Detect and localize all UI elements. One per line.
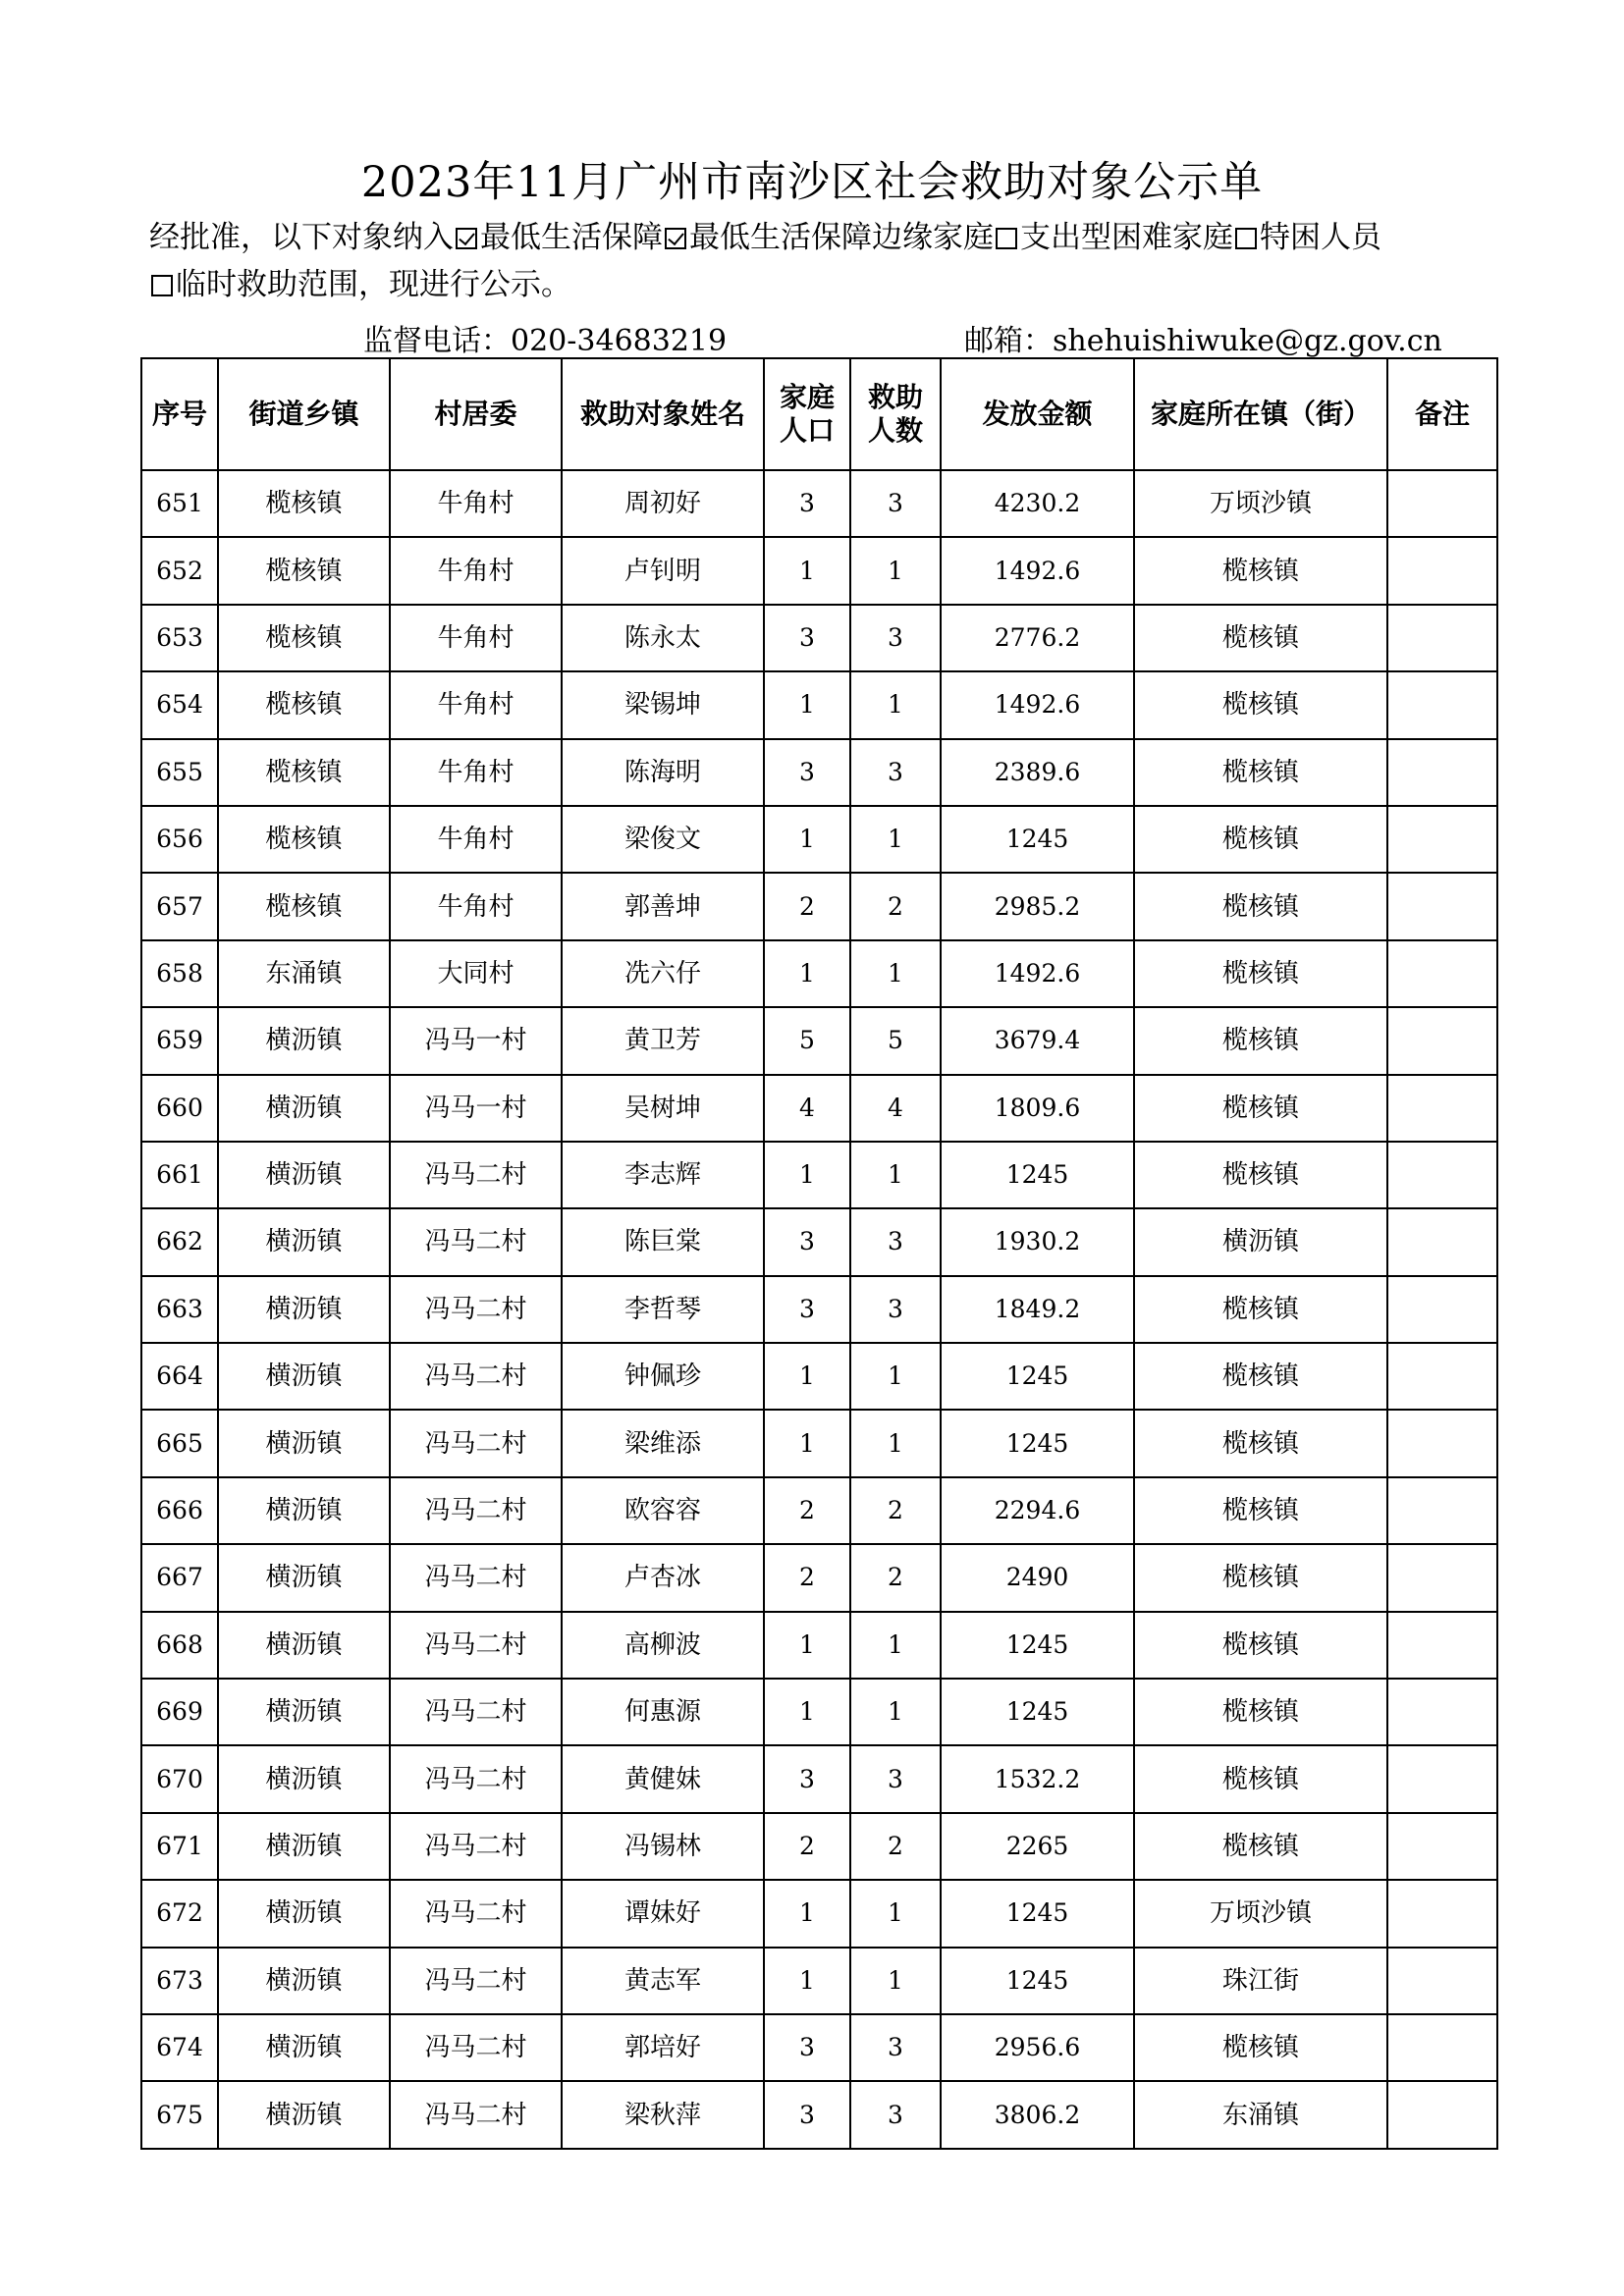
cell-aided-count: 2: [850, 1813, 941, 1880]
cell-remarks: [1387, 1880, 1497, 1947]
cell-amount: 2956.6: [941, 2014, 1134, 2081]
cell-remarks: [1387, 1544, 1497, 1611]
cell-remarks: [1387, 1142, 1497, 1208]
cell-remarks: [1387, 1813, 1497, 1880]
header-index: 序号: [141, 358, 218, 470]
cell-household-size: 1: [764, 940, 850, 1007]
cell-household-size: 1: [764, 1410, 850, 1476]
cell-index: 651: [141, 470, 218, 537]
cell-recipient-name: 冼六仔: [562, 940, 764, 1007]
cell-remarks: [1387, 806, 1497, 873]
category-label: 最低生活保障边缘家庭: [689, 220, 994, 255]
cell-amount: 2776.2: [941, 605, 1134, 671]
cell-home-town: 榄核镇: [1134, 806, 1387, 873]
cell-amount: 1245: [941, 1880, 1134, 1947]
cell-recipient-name: 钟佩珍: [562, 1343, 764, 1410]
cell-home-town: 榄核镇: [1134, 873, 1387, 939]
cell-amount: 1245: [941, 806, 1134, 873]
cell-aided-count: 3: [850, 739, 941, 806]
cell-amount: 3806.2: [941, 2081, 1134, 2148]
category-label: 最低生活保障: [480, 220, 663, 255]
cell-village: 冯马一村: [390, 1075, 562, 1142]
checkbox-icon: [996, 228, 1017, 249]
table-row: [141, 1679, 1497, 1745]
cell-index: 656: [141, 806, 218, 873]
cell-amount: 3679.4: [941, 1007, 1134, 1074]
cell-amount: 1245: [941, 1410, 1134, 1476]
cell-index: 654: [141, 671, 218, 738]
cell-recipient-name: 陈永太: [562, 605, 764, 671]
cell-subdistrict: 东涌镇: [218, 940, 390, 1007]
cell-household-size: 1: [764, 806, 850, 873]
cell-recipient-name: 李哲琴: [562, 1276, 764, 1343]
cell-household-size: 1: [764, 671, 850, 738]
cell-recipient-name: 陈巨棠: [562, 1208, 764, 1275]
cell-aided-count: 3: [850, 1276, 941, 1343]
cell-recipient-name: 黄健妹: [562, 1745, 764, 1812]
cell-aided-count: 3: [850, 2081, 941, 2148]
cell-remarks: [1387, 1410, 1497, 1476]
cell-remarks: [1387, 873, 1497, 939]
cell-aided-count: 3: [850, 1208, 941, 1275]
cell-subdistrict: 横沥镇: [218, 1343, 390, 1410]
cell-household-size: 2: [764, 1544, 850, 1611]
cell-subdistrict: 横沥镇: [218, 1007, 390, 1074]
cell-amount: 1849.2: [941, 1276, 1134, 1343]
cell-recipient-name: 卢杏冰: [562, 1544, 764, 1611]
cell-index: 671: [141, 1813, 218, 1880]
cell-aided-count: 1: [850, 537, 941, 604]
cell-index: 673: [141, 1948, 218, 2014]
intro-paragraph: [149, 214, 1504, 308]
cell-home-town: 榄核镇: [1134, 671, 1387, 738]
cell-index: 662: [141, 1208, 218, 1275]
cell-remarks: [1387, 1276, 1497, 1343]
cell-subdistrict: 横沥镇: [218, 1745, 390, 1812]
cell-amount: 1492.6: [941, 671, 1134, 738]
header-recipient-name: 救助对象姓名: [562, 358, 764, 470]
header-aided-count: 救助人数: [850, 358, 941, 470]
cell-village: 牛角村: [390, 605, 562, 671]
cell-home-town: 横沥镇: [1134, 1208, 1387, 1275]
cell-household-size: 3: [764, 2081, 850, 2148]
cell-home-town: 榄核镇: [1134, 1745, 1387, 1812]
cell-amount: 1245: [941, 1612, 1134, 1679]
cell-household-size: 1: [764, 1679, 850, 1745]
cell-subdistrict: 横沥镇: [218, 1544, 390, 1611]
cell-village: 牛角村: [390, 671, 562, 738]
cell-index: 657: [141, 873, 218, 939]
table-row: [141, 671, 1497, 738]
cell-index: 667: [141, 1544, 218, 1611]
cell-recipient-name: 谭妹好: [562, 1880, 764, 1947]
cell-remarks: [1387, 1679, 1497, 1745]
cell-household-size: 3: [764, 2014, 850, 2081]
cell-recipient-name: 梁俊文: [562, 806, 764, 873]
table-row: [141, 806, 1497, 873]
cell-aided-count: 3: [850, 2014, 941, 2081]
cell-aided-count: 1: [850, 806, 941, 873]
table-row: [141, 1813, 1497, 1880]
cell-recipient-name: 陈海明: [562, 739, 764, 806]
cell-household-size: 4: [764, 1075, 850, 1142]
cell-aided-count: 2: [850, 873, 941, 939]
cell-index: 659: [141, 1007, 218, 1074]
cell-household-size: 3: [764, 1745, 850, 1812]
cell-aided-count: 3: [850, 470, 941, 537]
cell-index: 655: [141, 739, 218, 806]
cell-village: 牛角村: [390, 873, 562, 939]
cell-subdistrict: 横沥镇: [218, 1276, 390, 1343]
cell-subdistrict: 横沥镇: [218, 2014, 390, 2081]
table-row: [141, 1007, 1497, 1074]
cell-recipient-name: 高柳波: [562, 1612, 764, 1679]
cell-village: 牛角村: [390, 537, 562, 604]
cell-amount: 2389.6: [941, 739, 1134, 806]
cell-village: 冯马二村: [390, 1948, 562, 2014]
table-row: [141, 1075, 1497, 1142]
cell-aided-count: 1: [850, 1880, 941, 1947]
cell-remarks: [1387, 537, 1497, 604]
cell-subdistrict: 横沥镇: [218, 1679, 390, 1745]
cell-home-town: 榄核镇: [1134, 940, 1387, 1007]
cell-amount: 2490: [941, 1544, 1134, 1611]
cell-home-town: 榄核镇: [1134, 1410, 1387, 1476]
cell-index: 660: [141, 1075, 218, 1142]
cell-amount: 1245: [941, 1948, 1134, 2014]
cell-home-town: 榄核镇: [1134, 1343, 1387, 1410]
cell-home-town: 榄核镇: [1134, 1075, 1387, 1142]
cell-village: 冯马二村: [390, 2014, 562, 2081]
cell-remarks: [1387, 739, 1497, 806]
cell-subdistrict: 横沥镇: [218, 1208, 390, 1275]
cell-amount: 1492.6: [941, 940, 1134, 1007]
cell-village: 冯马二村: [390, 1544, 562, 1611]
cell-aided-count: 3: [850, 605, 941, 671]
cell-village: 冯马二村: [390, 1343, 562, 1410]
table-row: [141, 1745, 1497, 1812]
cell-amount: 1930.2: [941, 1208, 1134, 1275]
cell-amount: 1245: [941, 1679, 1134, 1745]
cell-index: 668: [141, 1612, 218, 1679]
cell-village: 冯马二村: [390, 1612, 562, 1679]
cell-home-town: 榄核镇: [1134, 2014, 1387, 2081]
cell-index: 670: [141, 1745, 218, 1812]
cell-remarks: [1387, 671, 1497, 738]
cell-village: 冯马一村: [390, 1007, 562, 1074]
header-household-size: 家庭人口: [764, 358, 850, 470]
cell-recipient-name: 郭善坤: [562, 873, 764, 939]
cell-village: 牛角村: [390, 470, 562, 537]
checkbox-icon: [1235, 228, 1257, 249]
cell-amount: 2265: [941, 1813, 1134, 1880]
category-label: 支出型困难家庭: [1020, 220, 1233, 255]
table-row: [141, 739, 1497, 806]
cell-home-town: 珠江街: [1134, 1948, 1387, 2014]
cell-household-size: 3: [764, 1276, 850, 1343]
table-row: [141, 873, 1497, 939]
cell-home-town: 榄核镇: [1134, 1142, 1387, 1208]
cell-household-size: 1: [764, 1343, 850, 1410]
cell-index: 675: [141, 2081, 218, 2148]
cell-household-size: 2: [764, 1813, 850, 1880]
cell-recipient-name: 冯锡林: [562, 1813, 764, 1880]
cell-home-town: 榄核镇: [1134, 1813, 1387, 1880]
intro-prefix: 经批准，以下对象纳入: [149, 220, 454, 255]
cell-amount: 1532.2: [941, 1745, 1134, 1812]
cell-subdistrict: 榄核镇: [218, 873, 390, 939]
checkbox-icon: [151, 275, 173, 296]
table-row: [141, 1477, 1497, 1544]
cell-aided-count: 1: [850, 1948, 941, 2014]
table-row: [141, 605, 1497, 671]
cell-index: 652: [141, 537, 218, 604]
cell-household-size: 3: [764, 739, 850, 806]
cell-village: 冯马二村: [390, 1679, 562, 1745]
cell-aided-count: 2: [850, 1477, 941, 1544]
cell-remarks: [1387, 1612, 1497, 1679]
cell-home-town: 榄核镇: [1134, 605, 1387, 671]
cell-village: 冯马二村: [390, 1208, 562, 1275]
cell-village: 冯马二村: [390, 1880, 562, 1947]
cell-household-size: 1: [764, 1948, 850, 2014]
cell-index: 672: [141, 1880, 218, 1947]
cell-amount: 1809.6: [941, 1075, 1134, 1142]
cell-recipient-name: 卢钊明: [562, 537, 764, 604]
cell-index: 661: [141, 1142, 218, 1208]
cell-index: 658: [141, 940, 218, 1007]
cell-aided-count: 1: [850, 1142, 941, 1208]
cell-recipient-name: 黄卫芳: [562, 1007, 764, 1074]
cell-home-town: 榄核镇: [1134, 1276, 1387, 1343]
cell-home-town: 榄核镇: [1134, 1007, 1387, 1074]
cell-village: 冯马二村: [390, 1477, 562, 1544]
cell-remarks: [1387, 1208, 1497, 1275]
table-row: [141, 1410, 1497, 1476]
page-title: 2023年11月广州市南沙区社会救助对象公示单: [360, 158, 1264, 207]
header-remarks: 备注: [1387, 358, 1497, 470]
phone-number: 020-34683219: [511, 324, 728, 358]
cell-household-size: 1: [764, 1612, 850, 1679]
cell-recipient-name: 欧容容: [562, 1477, 764, 1544]
email-label: 邮箱：: [964, 324, 1053, 358]
cell-subdistrict: 横沥镇: [218, 1410, 390, 1476]
cell-village: 冯马二村: [390, 1813, 562, 1880]
header-home-town: 家庭所在镇（街）: [1134, 358, 1387, 470]
cell-index: 664: [141, 1343, 218, 1410]
table-row: [141, 1208, 1497, 1275]
cell-subdistrict: 横沥镇: [218, 1142, 390, 1208]
cell-aided-count: 1: [850, 1410, 941, 1476]
cell-subdistrict: 榄核镇: [218, 605, 390, 671]
cell-household-size: 2: [764, 1477, 850, 1544]
table-row: [141, 1948, 1497, 2014]
cell-recipient-name: 梁锡坤: [562, 671, 764, 738]
cell-subdistrict: 榄核镇: [218, 537, 390, 604]
cell-amount: 1245: [941, 1142, 1134, 1208]
category-label: 特困人员: [1260, 220, 1381, 255]
phone-label: 监督电话：: [363, 324, 511, 358]
supervision-email: [964, 322, 1442, 361]
cell-recipient-name: 黄志军: [562, 1948, 764, 2014]
cell-subdistrict: 横沥镇: [218, 1948, 390, 2014]
table-row: [141, 940, 1497, 1007]
cell-aided-count: 4: [850, 1075, 941, 1142]
cell-household-size: 1: [764, 1142, 850, 1208]
cell-recipient-name: 李志辉: [562, 1142, 764, 1208]
cell-village: 冯马二村: [390, 2081, 562, 2148]
recipients-table: [140, 357, 1498, 2150]
table-row: [141, 1276, 1497, 1343]
cell-subdistrict: 榄核镇: [218, 671, 390, 738]
cell-amount: 4230.2: [941, 470, 1134, 537]
cell-aided-count: 5: [850, 1007, 941, 1074]
cell-household-size: 3: [764, 605, 850, 671]
cell-home-town: 东涌镇: [1134, 2081, 1387, 2148]
cell-index: 666: [141, 1477, 218, 1544]
checkbox-icon: [665, 228, 686, 249]
cell-index: 674: [141, 2014, 218, 2081]
cell-home-town: 榄核镇: [1134, 537, 1387, 604]
cell-remarks: [1387, 1745, 1497, 1812]
cell-subdistrict: 横沥镇: [218, 1477, 390, 1544]
table-row: [141, 470, 1497, 537]
cell-household-size: 1: [764, 537, 850, 604]
cell-subdistrict: 榄核镇: [218, 470, 390, 537]
cell-subdistrict: 横沥镇: [218, 1075, 390, 1142]
cell-home-town: 榄核镇: [1134, 1544, 1387, 1611]
cell-remarks: [1387, 2014, 1497, 2081]
cell-home-town: 万顷沙镇: [1134, 470, 1387, 537]
cell-aided-count: 1: [850, 940, 941, 1007]
cell-village: 冯马二村: [390, 1142, 562, 1208]
cell-remarks: [1387, 1948, 1497, 2014]
table-row: [141, 537, 1497, 604]
cell-amount: 1492.6: [941, 537, 1134, 604]
cell-index: 663: [141, 1276, 218, 1343]
cell-amount: 2294.6: [941, 1477, 1134, 1544]
cell-index: 669: [141, 1679, 218, 1745]
table-row: [141, 1343, 1497, 1410]
cell-remarks: [1387, 1075, 1497, 1142]
table-row: [141, 1612, 1497, 1679]
table-row: [141, 2014, 1497, 2081]
cell-remarks: [1387, 1477, 1497, 1544]
cell-subdistrict: 横沥镇: [218, 1880, 390, 1947]
cell-recipient-name: 周初好: [562, 470, 764, 537]
cell-home-town: 榄核镇: [1134, 1612, 1387, 1679]
cell-village: 冯马二村: [390, 1410, 562, 1476]
cell-remarks: [1387, 1343, 1497, 1410]
cell-subdistrict: 横沥镇: [218, 1612, 390, 1679]
cell-remarks: [1387, 940, 1497, 1007]
cell-household-size: 5: [764, 1007, 850, 1074]
cell-aided-count: 1: [850, 1612, 941, 1679]
cell-recipient-name: 郭培好: [562, 2014, 764, 2081]
supervision-phone: [363, 322, 727, 361]
cell-home-town: 榄核镇: [1134, 739, 1387, 806]
cell-household-size: 1: [764, 1880, 850, 1947]
cell-amount: 1245: [941, 1343, 1134, 1410]
cell-subdistrict: 横沥镇: [218, 1813, 390, 1880]
cell-household-size: 2: [764, 873, 850, 939]
cell-index: 665: [141, 1410, 218, 1476]
cell-aided-count: 1: [850, 1679, 941, 1745]
table-row: [141, 1544, 1497, 1611]
cell-recipient-name: 吴树坤: [562, 1075, 764, 1142]
cell-index: 653: [141, 605, 218, 671]
cell-village: 牛角村: [390, 806, 562, 873]
cell-household-size: 3: [764, 1208, 850, 1275]
cell-village: 冯马二村: [390, 1745, 562, 1812]
cell-village: 大同村: [390, 940, 562, 1007]
checkbox-icon: [456, 228, 477, 249]
table-header-row: [141, 358, 1497, 470]
cell-aided-count: 3: [850, 1745, 941, 1812]
table-row: [141, 2081, 1497, 2148]
cell-village: 冯马二村: [390, 1276, 562, 1343]
cell-home-town: 万顷沙镇: [1134, 1880, 1387, 1947]
cell-aided-count: 1: [850, 671, 941, 738]
header-village: 村居委: [390, 358, 562, 470]
cell-home-town: 榄核镇: [1134, 1477, 1387, 1544]
header-amount: 发放金额: [941, 358, 1134, 470]
table-row: [141, 1142, 1497, 1208]
cell-subdistrict: 榄核镇: [218, 806, 390, 873]
cell-recipient-name: 梁秋萍: [562, 2081, 764, 2148]
cell-village: 牛角村: [390, 739, 562, 806]
cell-recipient-name: 梁维添: [562, 1410, 764, 1476]
cell-remarks: [1387, 2081, 1497, 2148]
cell-remarks: [1387, 470, 1497, 537]
cell-subdistrict: 横沥镇: [218, 2081, 390, 2148]
cell-remarks: [1387, 605, 1497, 671]
cell-subdistrict: 榄核镇: [218, 739, 390, 806]
category-label: 临时救助范围，现进行公示。: [176, 267, 571, 302]
header-subdistrict: 街道乡镇: [218, 358, 390, 470]
cell-household-size: 3: [764, 470, 850, 537]
cell-aided-count: 1: [850, 1343, 941, 1410]
cell-aided-count: 2: [850, 1544, 941, 1611]
table-body: [141, 470, 1497, 2149]
cell-amount: 2985.2: [941, 873, 1134, 939]
cell-home-town: 榄核镇: [1134, 1679, 1387, 1745]
table-row: [141, 1880, 1497, 1947]
cell-recipient-name: 何惠源: [562, 1679, 764, 1745]
email-address: shehuishiwuke@gz.gov.cn: [1053, 324, 1442, 358]
cell-remarks: [1387, 1007, 1497, 1074]
